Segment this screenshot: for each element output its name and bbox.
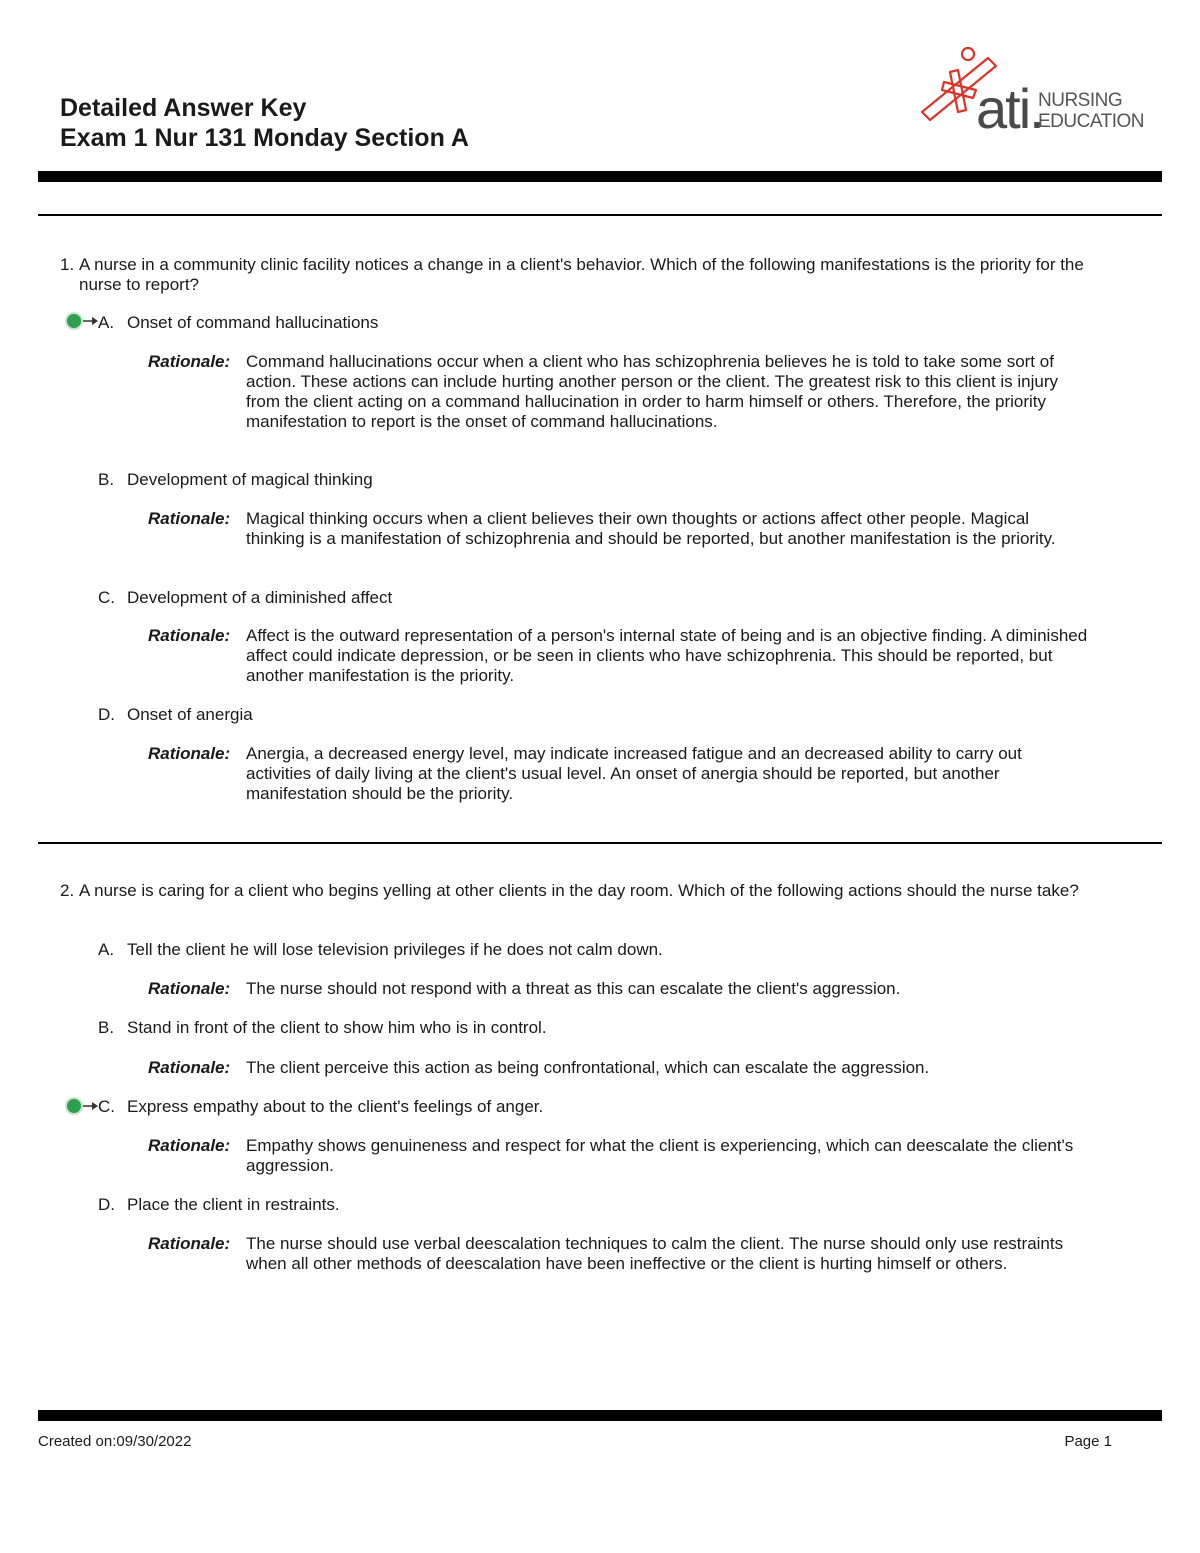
option-letter: C.	[98, 588, 115, 607]
rationale-label: Rationale:	[148, 352, 231, 371]
question-text: A nurse is caring for a client who begins yelling at other clients in the day room. Which of the following actions should the nurse take?	[79, 881, 1079, 900]
option-text: Development of a diminished affect	[127, 588, 393, 607]
rationale-text: Anergia, a decreased energy level, may indicate increased fatigue and an decreased ability to carry out activities of daily living at the client's usual level. An onset of anergia should be reported, but another manifestation should be the priority.	[246, 744, 1022, 803]
option-letter: B.	[98, 470, 115, 489]
answer-option	[98, 470, 373, 490]
header-rule	[38, 171, 1162, 182]
rationale-text: Command hallucinations occur when a client who has schizophrenia believes he is told to take some sort of action. These actions can include hurting another person or the client. The greatest risk to this client is injury from the client acting on a command hallucination in order to harm himself or others. Therefore, the priority manifestation to report is the onset of command hallucinations.	[246, 352, 1059, 431]
document-title: Detailed Answer Key	[60, 94, 307, 122]
answer-option	[98, 588, 392, 608]
rationale-text: The nurse should not respond with a threat as this can escalate the client's aggression.	[246, 979, 901, 998]
option-text: Place the client in restraints.	[127, 1195, 340, 1214]
rationale	[148, 509, 1088, 549]
rationale-label: Rationale:	[148, 1234, 231, 1253]
footer-rule	[38, 1410, 1162, 1421]
option-text: Development of magical thinking	[127, 470, 373, 489]
option-text: Onset of anergia	[127, 705, 253, 724]
rationale	[148, 979, 1088, 999]
question-1	[60, 255, 1120, 295]
rationale	[148, 1234, 1088, 1274]
rationale-label: Rationale:	[148, 1136, 231, 1155]
rationale-label: Rationale:	[148, 979, 231, 998]
rationale	[148, 1136, 1088, 1176]
logo-text-line1: NURSING	[1038, 90, 1123, 111]
answer-option	[98, 1018, 547, 1038]
option-letter: D.	[98, 705, 115, 724]
created-date: Created on:09/30/2022	[38, 1433, 192, 1450]
question-number: 2.	[60, 881, 75, 900]
exam-title: Exam 1 Nur 131 Monday Section A	[60, 124, 469, 152]
option-letter: A.	[98, 940, 115, 959]
correct-answer-icon	[63, 311, 99, 331]
rationale-text: Magical thinking occurs when a client believes their own thoughts or actions affect other people. Magical thinking is a manifestation of schizophrenia and should be reported, but another manifestation is the priority.	[246, 509, 1056, 548]
section-divider	[38, 214, 1162, 216]
answer-option	[98, 940, 663, 960]
answer-option	[98, 313, 378, 333]
rationale-text: The nurse should use verbal deescalation techniques to calm the client. The nurse should only use restraints when all other methods of deescalation have been ineffective or the client is hurting himself or others.	[246, 1234, 1064, 1273]
section-divider	[38, 842, 1162, 844]
option-text: Stand in front of the client to show him who is in control.	[127, 1018, 547, 1037]
option-text: Tell the client he will lose television privileges if he does not calm down.	[127, 940, 663, 959]
rationale-text: Empathy shows genuineness and respect for what the client is experiencing, which can deescalate the client's aggression.	[246, 1136, 1074, 1175]
rationale-label: Rationale:	[148, 626, 231, 645]
option-letter: D.	[98, 1195, 115, 1214]
correct-answer-icon	[63, 1096, 99, 1116]
question-number: 1.	[60, 255, 75, 274]
option-text: Onset of command hallucinations	[127, 313, 379, 332]
logo-text-line2: EDUCATION	[1038, 111, 1144, 132]
option-letter: A.	[98, 313, 115, 332]
answer-option	[98, 705, 253, 725]
question-text: A nurse in a community clinic facility notices a change in a client's behavior. Which of the following manifestations is the priority for the nurse to report?	[79, 255, 1084, 294]
question-2	[60, 881, 1120, 901]
answer-option	[98, 1195, 340, 1215]
rationale	[148, 352, 1088, 432]
rationale	[148, 626, 1088, 686]
rationale-text: Affect is the outward representation of a person's internal state of being and is an objective finding. A diminished affect could indicate depression, or be seen in clients who have schizophrenia. This should be reported, but another manifestation is the priority.	[246, 626, 1088, 685]
rationale-text: The client perceive this action as being confrontational, which can escalate the aggression.	[246, 1058, 930, 1077]
rationale	[148, 1058, 1088, 1078]
rationale-label: Rationale:	[148, 1058, 231, 1077]
page-number: Page 1	[1064, 1433, 1112, 1450]
rationale	[148, 744, 1088, 804]
answer-option	[98, 1097, 543, 1117]
rationale-label: Rationale:	[148, 744, 231, 763]
ati-nursing-education-logo	[918, 40, 1144, 140]
logo-brand-text: ati.	[976, 77, 1043, 140]
option-text: Express empathy about to the client's feelings of anger.	[127, 1097, 544, 1116]
option-letter: B.	[98, 1018, 115, 1037]
option-letter: C.	[98, 1097, 115, 1116]
rationale-label: Rationale:	[148, 509, 231, 528]
